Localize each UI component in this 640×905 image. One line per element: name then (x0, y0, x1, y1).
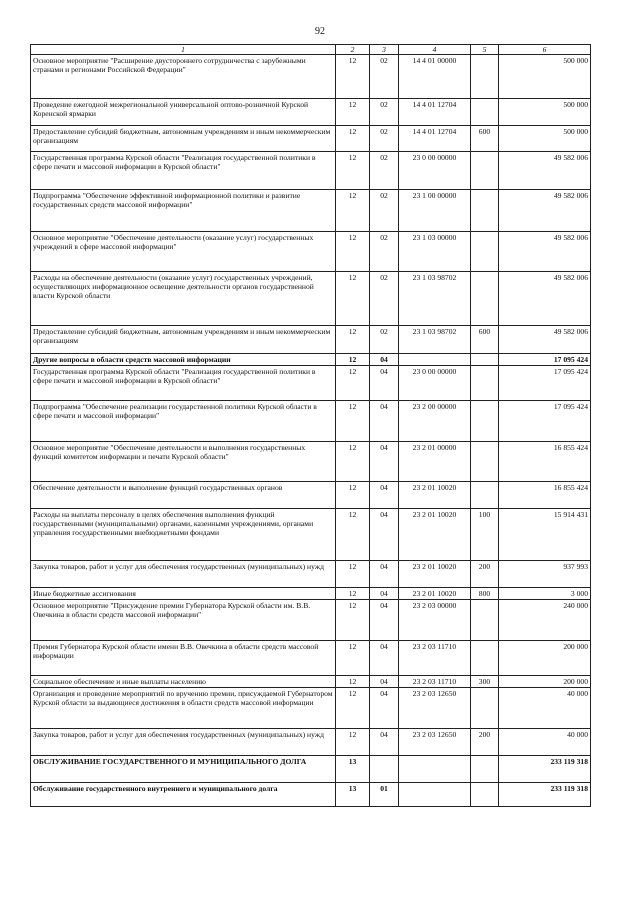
expense-type-code (471, 641, 499, 676)
section-code: 12 (336, 272, 370, 326)
subsection-code: 02 (370, 126, 399, 152)
expense-type-code (471, 99, 499, 126)
table-row (31, 55, 591, 99)
subsection-code: 02 (370, 152, 399, 190)
target-article-code: 23 2 00 00000 (399, 401, 471, 442)
item-name: Основное мероприятие "Расширение двустороннего сотрудничества с зарубежными странами и регионами Российской Федерации" (31, 55, 336, 99)
section-code: 12 (336, 688, 370, 729)
expense-type-code (471, 55, 499, 99)
table-row (31, 641, 591, 676)
subsection-code: 04 (370, 729, 399, 756)
item-name: Предоставление субсидий бюджетным, автономным учреждениям и иным некоммерческим организациям (31, 326, 336, 354)
subsection-code: 04 (370, 401, 399, 442)
subsection-code: 04 (370, 482, 399, 509)
expense-type-code (471, 756, 499, 783)
table-row (31, 442, 591, 482)
section-code: 12 (336, 126, 370, 152)
column-header: 2 (336, 45, 370, 55)
section-code: 12 (336, 190, 370, 232)
item-name: Другие вопросы в области средств массовой информации (31, 354, 336, 366)
amount: 500 000 (499, 99, 591, 126)
expense-type-code (471, 600, 499, 641)
expense-type-code: 300 (471, 676, 499, 688)
item-name: Предоставление субсидий бюджетным, автономным учреждениям и иным некоммерческим организациям (31, 126, 336, 152)
item-name: Подпрограмма "Обеспечение реализации государственной политики Курской области в сфере печати и массовой информации" (31, 401, 336, 442)
target-article-code: 23 2 01 10020 (399, 482, 471, 509)
amount: 233 119 318 (499, 783, 591, 807)
column-header: 1 (31, 45, 336, 55)
expense-type-code (471, 272, 499, 326)
item-name: ОБСЛУЖИВАНИЕ ГОСУДАРСТВЕННОГО И МУНИЦИПАЛЬНОГО ДОЛГА (31, 756, 336, 783)
item-name: Основное мероприятие "Присуждение премии Губернатора Курской области им. В.В. Овечкина в области средств массовой информации" (31, 600, 336, 641)
target-article-code: 23 2 03 00000 (399, 600, 471, 641)
table-row (31, 326, 591, 354)
amount: 15 914 431 (499, 509, 591, 561)
expense-type-code (471, 482, 499, 509)
item-name: Закупка товаров, работ и услуг для обеспечения государственных (муниципальных) нужд (31, 729, 336, 756)
amount: 49 582 006 (499, 326, 591, 354)
item-name: Обеспечение деятельности и выполнение функций государственных органов (31, 482, 336, 509)
amount: 500 000 (499, 55, 591, 99)
target-article-code: 14 4 01 12704 (399, 99, 471, 126)
column-header: 4 (399, 45, 471, 55)
table-row (31, 126, 591, 152)
amount: 40 000 (499, 729, 591, 756)
target-article-code: 23 2 01 00000 (399, 442, 471, 482)
subsection-code: 02 (370, 99, 399, 126)
page-number: 92 (315, 26, 325, 37)
table-row (31, 232, 591, 272)
target-article-code: 23 2 01 10020 (399, 588, 471, 600)
item-name: Обслуживание государственного внутреннего и муниципального долга (31, 783, 336, 807)
expense-type-code: 200 (471, 729, 499, 756)
item-name: Иные бюджетные ассигнования (31, 588, 336, 600)
target-article-code: 23 1 03 98702 (399, 272, 471, 326)
target-article-code: 23 2 03 11710 (399, 676, 471, 688)
table-row (31, 756, 591, 783)
target-article-code: 14 4 01 12704 (399, 126, 471, 152)
amount: 16 855 424 (499, 482, 591, 509)
table-row (31, 561, 591, 588)
amount: 937 993 (499, 561, 591, 588)
section-code: 12 (336, 354, 370, 366)
expense-type-code: 600 (471, 126, 499, 152)
subsection-code: 02 (370, 232, 399, 272)
amount: 200 000 (499, 641, 591, 676)
table-row (31, 401, 591, 442)
target-article-code: 23 0 00 00000 (399, 366, 471, 401)
subsection-code: 04 (370, 676, 399, 688)
section-code: 13 (336, 756, 370, 783)
subsection-code: 04 (370, 641, 399, 676)
column-header: 5 (471, 45, 499, 55)
amount: 17 095 424 (499, 366, 591, 401)
section-code: 12 (336, 600, 370, 641)
target-article-code (399, 354, 471, 366)
section-code: 12 (336, 232, 370, 272)
target-article-code: 23 2 03 11710 (399, 641, 471, 676)
table-row (31, 152, 591, 190)
subsection-code: 04 (370, 366, 399, 401)
table-row (31, 600, 591, 641)
table-row (31, 688, 591, 729)
section-code: 13 (336, 783, 370, 807)
table-row (31, 272, 591, 326)
section-code: 12 (336, 401, 370, 442)
section-code: 12 (336, 152, 370, 190)
subsection-code: 01 (370, 783, 399, 807)
section-code: 12 (336, 366, 370, 401)
table-row (31, 482, 591, 509)
target-article-code: 14 4 01 00000 (399, 55, 471, 99)
subsection-code: 04 (370, 588, 399, 600)
item-name: Организация и проведение мероприятий по вручению премии, присуждаемой Губернатором Курской области за выдающиеся достижения в области средств массовой информации (31, 688, 336, 729)
item-name: Премия Губернатора Курской области имени В.В. Овечкина в области средств массовой информации (31, 641, 336, 676)
section-code: 12 (336, 326, 370, 354)
expense-type-code (471, 190, 499, 232)
item-name: Проведение ежегодной межрегиональной универсальной оптово-розничной Курской Коренской ярмарки (31, 99, 336, 126)
table-body (31, 55, 591, 807)
expense-type-code: 100 (471, 509, 499, 561)
amount: 17 095 424 (499, 354, 591, 366)
target-article-code (399, 756, 471, 783)
column-header: 6 (499, 45, 591, 55)
item-name: Расходы на выплаты персоналу в целях обеспечения выполнения функций государственными (муниципальными) органами, казенными учреждениями, органами управления государственными внебюджетными фондами (31, 509, 336, 561)
expense-type-code (471, 401, 499, 442)
section-code: 12 (336, 55, 370, 99)
section-code: 12 (336, 641, 370, 676)
expense-type-code (471, 152, 499, 190)
amount: 49 582 006 (499, 152, 591, 190)
amount: 49 582 006 (499, 272, 591, 326)
expense-type-code (471, 232, 499, 272)
expense-type-code (471, 688, 499, 729)
table-row (31, 190, 591, 232)
section-code: 12 (336, 99, 370, 126)
expense-type-code: 600 (471, 326, 499, 354)
target-article-code: 23 2 03 12650 (399, 688, 471, 729)
amount: 40 000 (499, 688, 591, 729)
subsection-code: 02 (370, 326, 399, 354)
table-row (31, 509, 591, 561)
table-row (31, 366, 591, 401)
expense-type-code (471, 366, 499, 401)
table-row (31, 354, 591, 366)
target-article-code: 23 2 01 10020 (399, 561, 471, 588)
amount: 500 000 (499, 126, 591, 152)
item-name: Социальное обеспечение и иные выплаты населению (31, 676, 336, 688)
item-name: Расходы на обеспечение деятельности (оказание услуг) государственных учреждений, осуществляющих информационное освещение деятельности органов государственной власти Курской области (31, 272, 336, 326)
item-name: Основное мероприятие "Обеспечение деятельности (оказание услуг) государственных учреждений в сфере массовой информации" (31, 232, 336, 272)
item-name: Государственная программа Курской области "Реализация государственной политики в сфере печати и массовой информации в Курской области" (31, 366, 336, 401)
item-name: Подпрограмма "Обеспечение эффективной информационной политики и развитие государственных средств массовой информации" (31, 190, 336, 232)
section-code: 12 (336, 588, 370, 600)
subsection-code: 04 (370, 688, 399, 729)
amount: 233 119 318 (499, 756, 591, 783)
target-article-code: 23 2 03 12650 (399, 729, 471, 756)
table-row (31, 99, 591, 126)
amount: 3 000 (499, 588, 591, 600)
amount: 49 582 006 (499, 232, 591, 272)
column-header: 3 (370, 45, 399, 55)
table-row (31, 729, 591, 756)
section-code: 12 (336, 561, 370, 588)
subsection-code: 04 (370, 354, 399, 366)
subsection-code: 04 (370, 561, 399, 588)
subsection-code: 02 (370, 55, 399, 99)
target-article-code: 23 2 01 10020 (399, 509, 471, 561)
target-article-code: 23 1 03 00000 (399, 232, 471, 272)
target-article-code (399, 783, 471, 807)
expense-type-code: 200 (471, 561, 499, 588)
expense-type-code (471, 783, 499, 807)
section-code: 12 (336, 676, 370, 688)
expense-type-code: 800 (471, 588, 499, 600)
section-code: 12 (336, 442, 370, 482)
budget-table (30, 44, 591, 807)
subsection-code: 04 (370, 442, 399, 482)
amount: 49 582 006 (499, 190, 591, 232)
amount: 240 000 (499, 600, 591, 641)
section-code: 12 (336, 729, 370, 756)
table-row (31, 783, 591, 807)
table-row (31, 588, 591, 600)
amount: 200 000 (499, 676, 591, 688)
section-code: 12 (336, 509, 370, 561)
target-article-code: 23 1 00 00000 (399, 190, 471, 232)
subsection-code: 02 (370, 190, 399, 232)
item-name: Закупка товаров, работ и услуг для обеспечения государственных (муниципальных) нужд (31, 561, 336, 588)
amount: 17 095 424 (499, 401, 591, 442)
target-article-code: 23 1 03 98702 (399, 326, 471, 354)
subsection-code: 04 (370, 600, 399, 641)
amount: 16 855 424 (499, 442, 591, 482)
section-code: 12 (336, 482, 370, 509)
item-name: Основное мероприятие "Обеспечение деятельности и выполнения государственных функций комитетом информации и печати Курской области" (31, 442, 336, 482)
column-number-row (31, 45, 591, 55)
target-article-code: 23 0 00 00000 (399, 152, 471, 190)
expense-type-code (471, 354, 499, 366)
subsection-code: 02 (370, 272, 399, 326)
subsection-code (370, 756, 399, 783)
table-row (31, 676, 591, 688)
item-name: Государственная программа Курской области "Реализация государственной политики в сфере печати и массовой информации в Курской области" (31, 152, 336, 190)
expense-type-code (471, 442, 499, 482)
subsection-code: 04 (370, 509, 399, 561)
